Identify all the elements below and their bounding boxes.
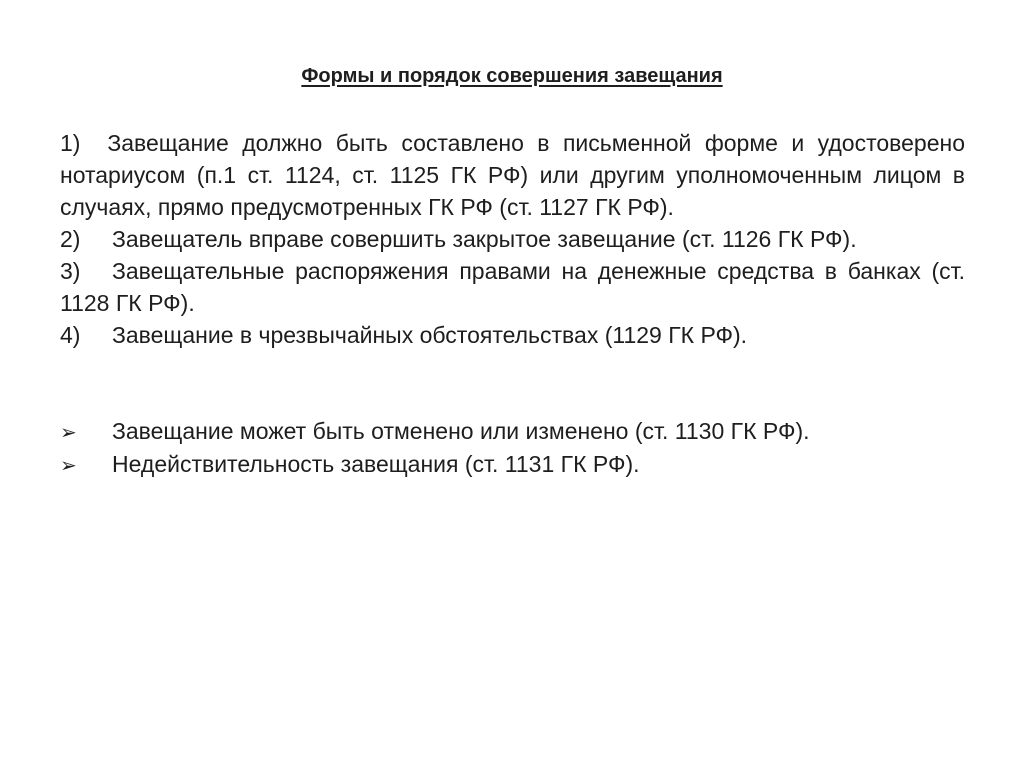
numbered-item-1: [60, 127, 965, 223]
item-text: Завещание должно быть составлено в письменной форме и удостоверено нотариусом (п.1 ст. 1124, ст. 1125 ГК РФ) или другим уполномоченным лицом в случаях, прямо предусмотренных ГК РФ (ст. 1127 ГК РФ).: [60, 130, 965, 220]
item-text: Завещание в чрезвычайных обстоятельствах (1129 ГК РФ).: [112, 322, 748, 348]
arrow-bullet-icon: ➢: [60, 453, 77, 477]
numbered-item-2: [60, 223, 965, 255]
bullet-text: Завещание может быть отменено или изменено (ст. 1130 ГК РФ).: [112, 418, 810, 444]
numbered-item-3: [60, 255, 965, 319]
item-text: Завещательные распоряжения правами на денежные средства в банках (ст. 1128 ГК РФ).: [60, 258, 965, 316]
slide-title: [0, 62, 1024, 90]
item-number: 4): [60, 322, 81, 348]
item-number: 3): [60, 258, 81, 284]
bullet-item-2: [60, 448, 965, 481]
arrow-bullet-icon: ➢: [60, 420, 77, 444]
slide-content: [60, 127, 965, 481]
section-spacer: [60, 351, 965, 415]
item-text: Завещатель вправе совершить закрытое завещание (ст. 1126 ГК РФ).: [112, 226, 857, 252]
numbered-item-4: [60, 319, 965, 351]
bullet-item-1: [60, 415, 965, 448]
item-number: 2): [60, 226, 81, 252]
bullet-text: Недействительность завещания (ст. 1131 ГК РФ).: [112, 451, 640, 477]
item-number: 1): [60, 130, 81, 156]
slide-title-text: Формы и порядок совершения завещания: [301, 65, 723, 87]
